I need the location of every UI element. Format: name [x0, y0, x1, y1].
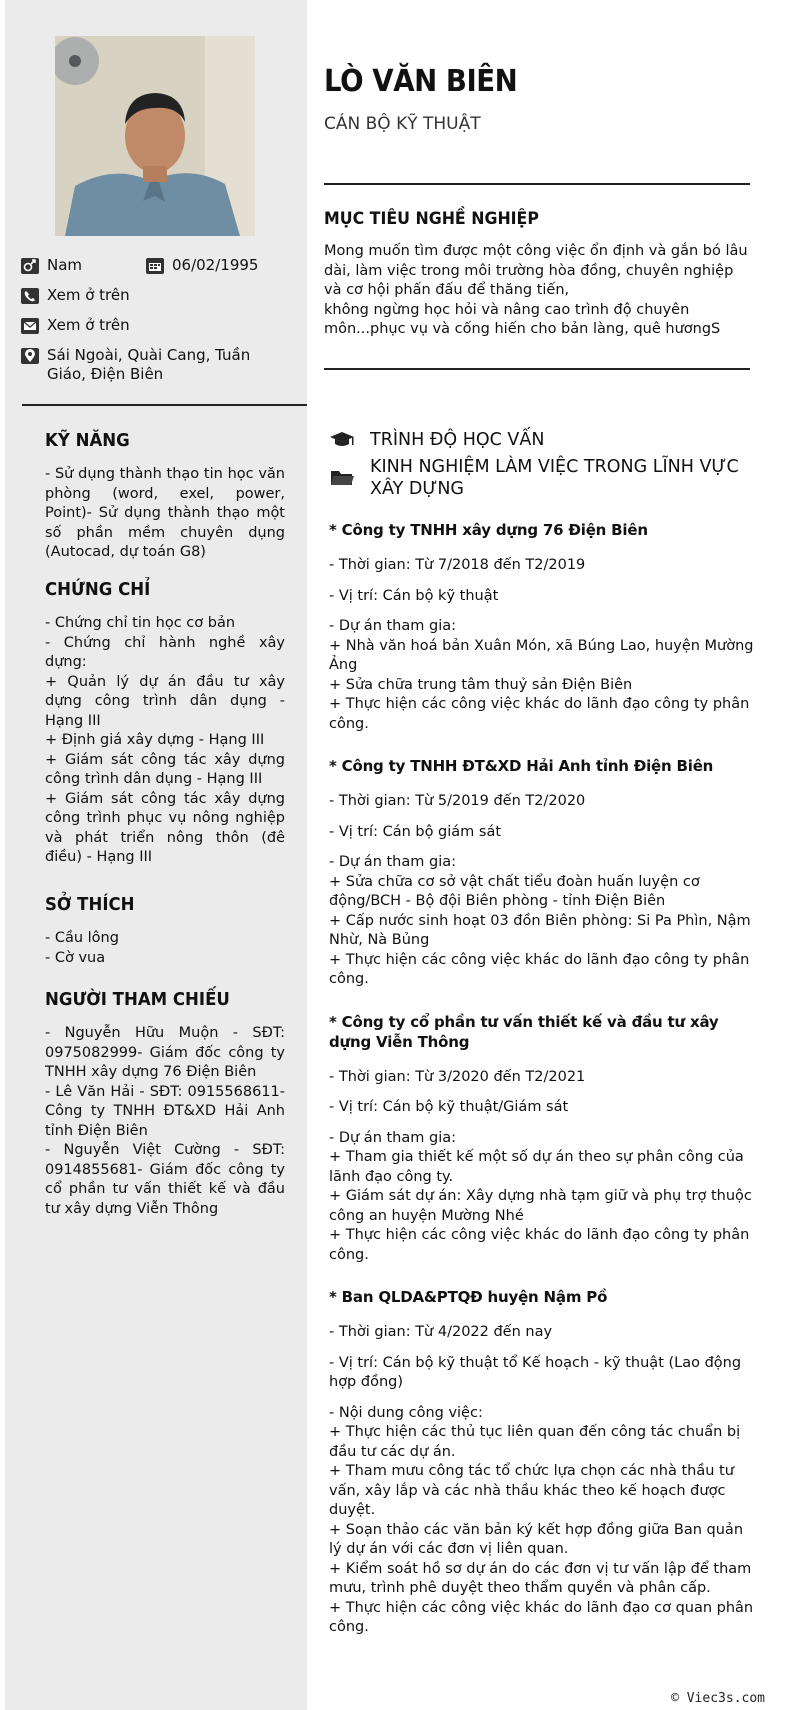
phone-icon [20, 287, 40, 305]
address-value: Sái Ngoài, Quài Cang, Tuần Giáo, Điện Biên [47, 346, 251, 383]
job-details: - Nội dung công việc: + Thực hiện các thủ tục liên quan đến công tác chuẩn bị đầu tư các dự án. + Tham mưu công tác tổ chức lựa chọn các nhà thầu tư vấn, xây lắp và các nhà thầu khác theo kế hoạch được duyệt. + Soạn thảo các văn bản ký kết hợp đồng giữa Ban quản lý dự án với các đơn vị liên quan. + Kiểm soát hồ sơ dự án do các đơn vị tư vấn lập để tham mưu, trình phê duyệt theo thẩm quyền và phân cấp. + Thực hiện các công việc khác do lãnh đạo cơ quan phân công. [329, 1404, 754, 1635]
hobbies-text: - Cầu lông - Cờ vua [45, 930, 119, 966]
skills-text: - Sử dụng thành thạo tin học văn phòng (word, exel, power, Point)- Sử dụng thành thạo một số phần mềm chuyên dụng (Autocad, dự toán G8) [45, 466, 285, 560]
references-section [45, 988, 285, 1219]
calendar-icon [145, 257, 165, 275]
job-time: - Thời gian: Từ 7/2018 đến T2/2019 [329, 557, 586, 573]
certificates-text: - Chứng chỉ tin học cơ bản - Chứng chỉ hành nghề xây dựng: + Quản lý dự án đầu tư xây dựng công trình dân dụng - Hạng III + Định giá xây dựng - Hạng III + Giám sát công tác xây dựng công trình dân dụng - Hạng III + Giám sát công tác xây dựng công trình phục vụ nông nghiệp và phát triển nông thôn (đê điều) - Hạng III [45, 615, 285, 865]
job-details: - Dự án tham gia: + Sửa chữa cơ sở vật chất tiểu đoàn huấn luyện cơ động/BCH - Bộ đội Biên phòng - tỉnh Điện Biên + Cấp nước sinh hoạt 03 đồn Biên phòng: Si Pa Phìn, Nậm Nhừ, Nà Bủng + Thực hiện các công việc khác do lãnh đạo công ty phân công. [329, 854, 751, 987]
email-icon [20, 317, 40, 335]
skills-section [45, 429, 285, 563]
experience-list [329, 520, 754, 1660]
job-time: - Thời gian: Từ 3/2020 đến T2/2021 [329, 1068, 586, 1085]
job-company: * Ban QLDA&PTQĐ huyện Nậm Pồ [329, 1288, 608, 1306]
objective-text: Mong muốn tìm được một công việc ổn định và gắn bó lâu dài, làm việc trong môi trường hòa đồng, chuyên nghiệp và cơ hội phấn đấu để thăng tiến, không ngừng học hỏi và nâng cao trình độ chuyên môn...phục vụ và cống hiến cho bản làng, quê hươngS [324, 243, 748, 337]
job-company: * Công ty cổ phần tư vấn thiết kế và đầu tư xây dựng Viễn Thông [329, 1012, 719, 1051]
job-position: - Vị trí: Cán bộ kỹ thuật tổ Kế hoạch - kỹ thuật (Lao động hợp đồng) [329, 1354, 742, 1390]
hobbies-section [45, 893, 285, 968]
job-time: - Thời gian: Từ 5/2019 đến T2/2020 [329, 793, 586, 809]
job-position: - Vị trí: Cán bộ kỹ thuật/Giám sát [329, 1099, 569, 1115]
footer-copyright[interactable]: © Viec3s.com [671, 1691, 765, 1706]
graduation-cap-icon [329, 430, 355, 450]
job-entry [329, 1287, 754, 1638]
gender-value: Nam [47, 256, 83, 274]
objective-heading: MỤC TIÊU NGHỀ NGHIỆP [324, 209, 539, 229]
right-column [307, 0, 800, 1710]
job-company: * Công ty TNHH ĐT&XD Hải Anh tỉnh Điện Biên [329, 757, 714, 775]
references-text: - Nguyễn Hữu Muộn - SĐT: 0975082999- Giám đốc công ty TNHH xây dựng 76 Điện Biên - Lê Văn Hải - SĐT: 0915568611- Công ty TNHH ĐT&XD Hải Anh tỉnh Điện Biên - Nguyễn Việt Cường - SĐT: 0914855681- Giám đốc công ty cổ phần tư vấn thiết kế và đầu tư xây dựng Viễn Thông [45, 1025, 285, 1217]
divider-top [324, 183, 750, 185]
candidate-title: CÁN BỘ KỸ THUẬT [324, 114, 481, 134]
gender-icon [20, 257, 40, 275]
job-entry [329, 520, 754, 734]
profile-photo [55, 36, 255, 236]
phone-value: Xem ở trên [47, 286, 130, 304]
left-column [5, 0, 307, 1710]
experience-heading: KINH NGHIỆM LÀM VIỆC TRONG LĨNH VỰC XÂY DỰNG [370, 457, 739, 499]
certificates-heading: CHỨNG CHỈ [45, 579, 151, 600]
folder-icon [329, 468, 355, 488]
hobbies-heading: SỞ THÍCH [45, 894, 135, 915]
job-entry [329, 1012, 754, 1266]
job-time: - Thời gian: Từ 4/2022 đến nay [329, 1324, 553, 1340]
birthdate-value: 06/02/1995 [172, 256, 259, 274]
references-heading: NGƯỜI THAM CHIẾU [45, 989, 230, 1010]
job-company: * Công ty TNHH xây dựng 76 Điện Biên [329, 521, 648, 539]
divider-objective [324, 368, 750, 370]
job-details: - Dự án tham gia: + Nhà văn hoá bản Xuân Món, xã Búng Lao, huyện Mường Ảng + Sửa chữa trung tâm thuỷ sản Điện Biên + Thực hiện các công việc khác do lãnh đạo công ty phân công. [329, 618, 754, 732]
job-entry [329, 756, 754, 990]
job-position: - Vị trí: Cán bộ giám sát [329, 823, 502, 840]
left-divider [22, 404, 307, 406]
job-details: - Dự án tham gia: + Tham gia thiết kế một số dự án theo sự phân công của lãnh đạo công ty. + Giám sát dự án: Xây dựng nhà tạm giữ và phụ trợ thuộc công an huyện Mường Nhé + Thực hiện các công việc khác do lãnh đạo công ty phân công. [329, 1129, 752, 1263]
job-position: - Vị trí: Cán bộ kỹ thuật [329, 587, 499, 604]
education-heading: TRÌNH ĐỘ HỌC VẤN [370, 430, 545, 450]
email-value: Xem ở trên [47, 316, 130, 334]
certificates-section [45, 578, 285, 868]
location-icon [20, 347, 40, 365]
candidate-name: LÒ VĂN BIÊN [324, 64, 518, 99]
skills-heading: KỸ NĂNG [45, 430, 130, 451]
